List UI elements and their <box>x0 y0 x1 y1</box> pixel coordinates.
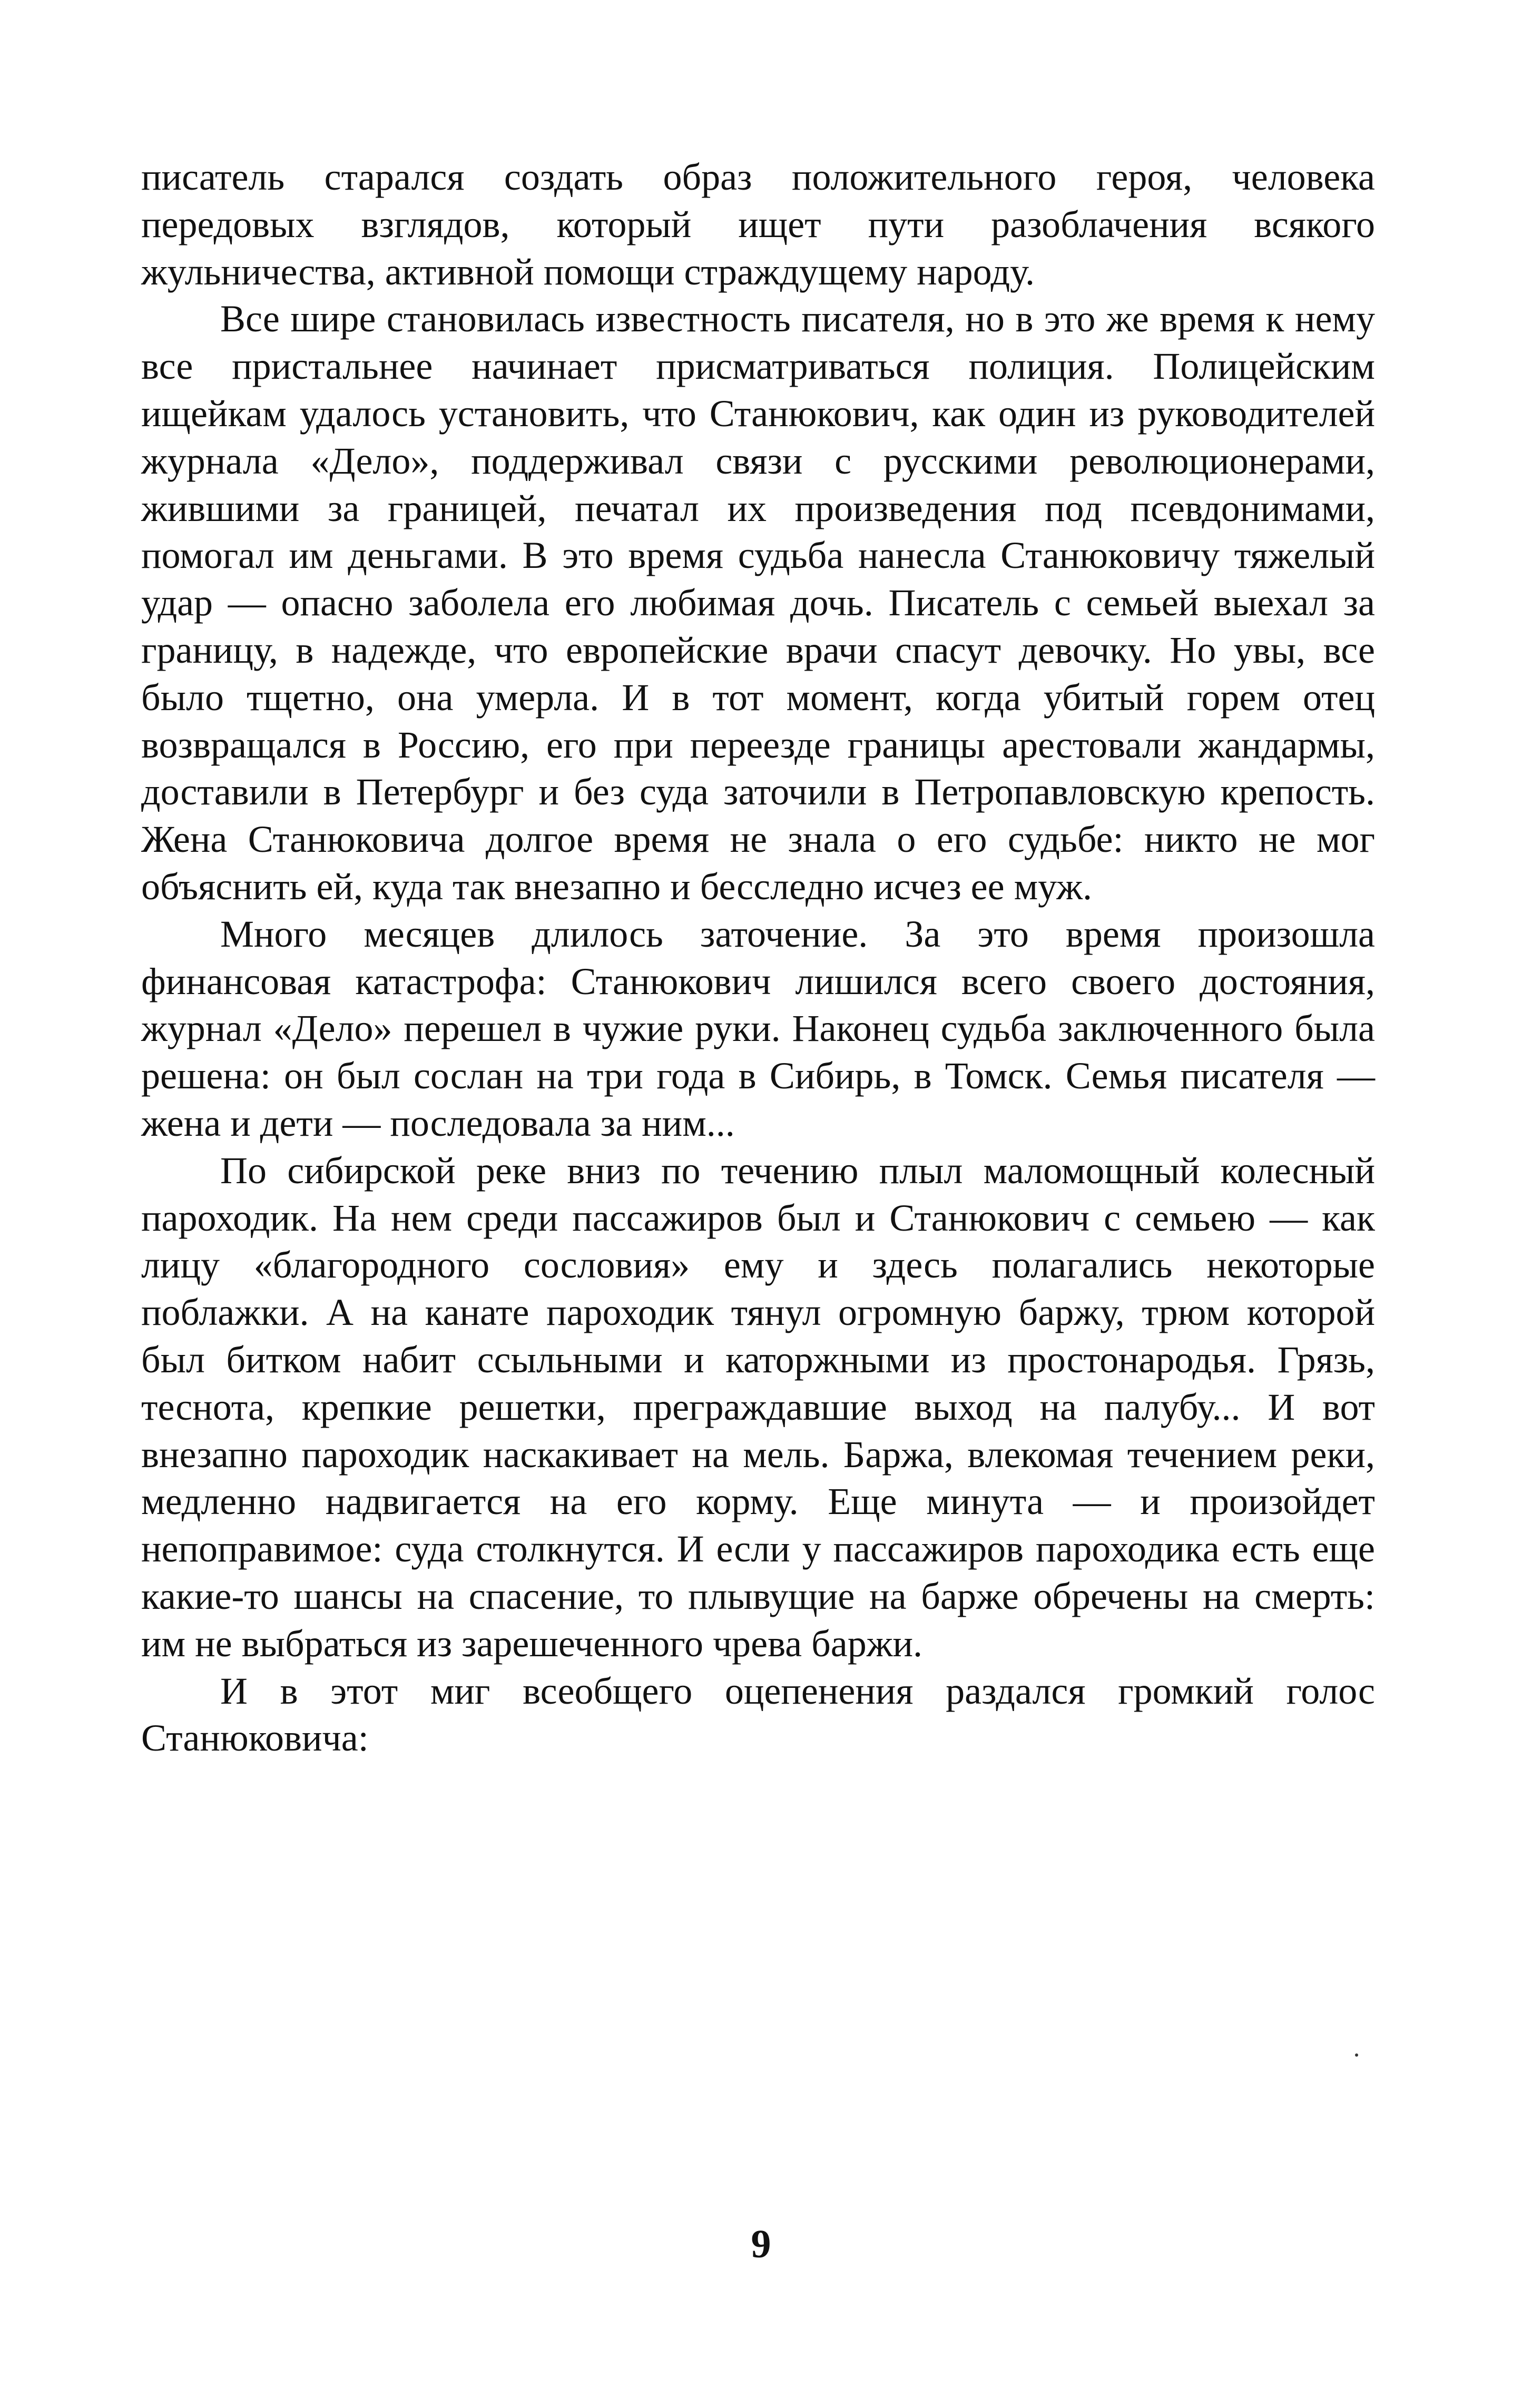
paragraph-5: И в этот миг всеобщего оцепенения раздался громкий голос Станюковича: <box>141 1669 1375 1760</box>
paragraph-3: Много месяцев длилось заточение. За это время произошла финансовая катастрофа: Станюкович лишился всего своего достояния, журнал «Дело» перешел в чужие руки. Наконец судьба заключенного была решена: он был сослан на три года в Сибирь, в Томск. Семья писателя — жена и дети — последовала за ним... <box>141 912 1375 1144</box>
page-number: 9 <box>751 2222 771 2266</box>
body-text <box>141 154 1375 1762</box>
print-speck <box>1355 2053 1358 2057</box>
paragraph-2: Все шире становилась известность писателя, но в это же время к нему все пристальнее начинает присматриваться полиция. Полицейским ищейкам удалось установить, что Станюкович, как один из руководителей журнала «Дело», поддерживал связи с русскими революционерами, жившими за границей, печатал их произведения под псевдонимами, помогал им деньгами. В это время судьба нанесла Станюковичу тяжелый удар — опасно заболела его любимая дочь. Писатель с семьей выехал за границу, в надежде, что европейские врачи спасут девочку. Но увы, все было тщетно, она умерла. И в тот момент, когда убитый горем отец возвращался в Россию, его при переезде границы арестовали жандармы, доставили в Петербург и без суда заточили в Петропавловскую крепость. Жена Станюковича долгое время не знала о его судьбе: никто не мог объяснить ей, куда так внезапно и бесследно исчез ее муж. <box>141 298 1375 908</box>
paragraph-4: По сибирской реке вниз по течению плыл маломощный колесный пароходик. На нем среди пассажиров был и Станюкович с семьею — как лицу «благородного сословия» ему и здесь полагались некоторые поблажки. А на канате пароходик тянул огромную баржу, трюм которой был битком набит ссыльными и каторжными из простонародья. Грязь, теснота, крепкие решетки, преграждавшие выход на палубу... И вот внезапно пароходик наскакивает на мель. Баржа, влекомая течением реки, медленно надвигается на его корму. Еще минута — и произойдет непоправимое: суда столкнутся. И если у пассажиров пароходика есть еще какие-то шансы на спасение, то плывущие на барже обречены на смерть: им не выбраться из зарешеченного чрева баржи. <box>141 1149 1375 1665</box>
paragraph-1: писатель старался создать образ положительного героя, человека передовых взглядов, который ищет пути разоблачения всякого жульничества, активной помощи страждущему народу. <box>141 156 1375 293</box>
